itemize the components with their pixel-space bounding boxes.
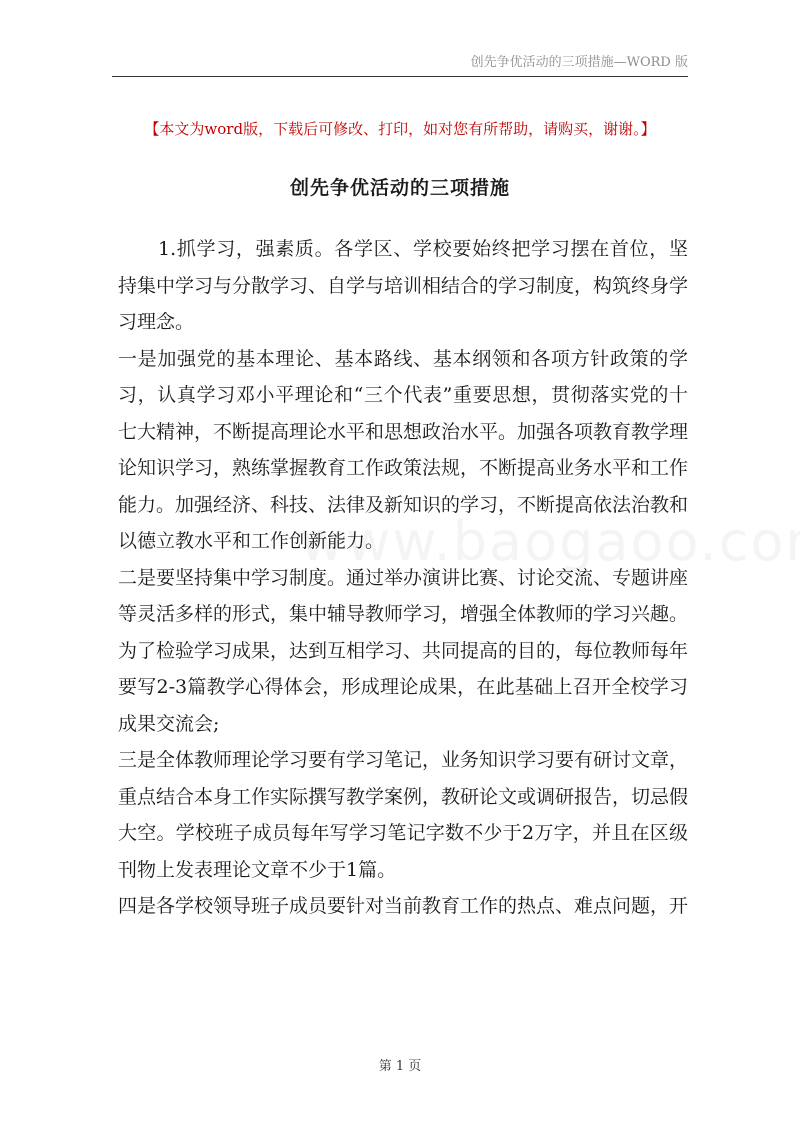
page-number: 第 1 页 <box>378 1059 422 1074</box>
paragraph-5: 四是各学校领导班子成员要针对当前教育工作的热点、难点问题，开 <box>118 895 689 917</box>
paragraph-1: 1.抓学习，强素质。各学区、学校要始终把学习摆在首位，坚持集中学习与分散学习、自学与培训相结合的学习制度，构筑终身学习理念。 <box>118 238 689 333</box>
document-body <box>118 231 688 925</box>
page-header <box>112 52 688 77</box>
paragraph-3: 二是要坚持集中学习制度。通过举办演讲比赛、讨论交流、专题讲座等灵活多样的形式，集中辅导教师学习，增强全体教师的学习兴趣。为了检验学习成果，达到互相学习、共同提高的目的，每位教师每年要写2-3篇教学心得体会，形成理论成果，在此基础上召开全校学习成果交流会; <box>118 566 689 735</box>
running-title: 创先争优活动的三项措施—WORD 版 <box>470 55 688 70</box>
download-notice: 【本文为word版，下载后可修改、打印，如对您有所帮助，请购买，谢谢。】 <box>144 120 656 138</box>
document-title: 创先争优活动的三项措施 <box>289 177 510 199</box>
paragraph-4: 三是全体教师理论学习要有学习笔记，业务知识学习要有研讨文章，重点结合本身工作实际撰写教学案例，教研论文或调研报告，切忌假大空。学校班子成员每年写学习笔记字数不少于2万字，并且在区级刊物上发表理论文章不少于1篇。 <box>118 749 689 881</box>
paragraph-2: 一是加强党的基本理论、基本路线、基本纲领和各项方针政策的学习，认真学习邓小平理论和“三个代表”重要思想，贯彻落实党的十七大精神，不断提高理论水平和思想政治水平。加强各项教育教学理论知识学习，熟练掌握教育工作政策法规，不断提高业务水平和工作能力。加强经济、科技、法律及新知识的学习，不断提高依法治教和以德立教水平和工作创新能力。 <box>118 347 689 552</box>
